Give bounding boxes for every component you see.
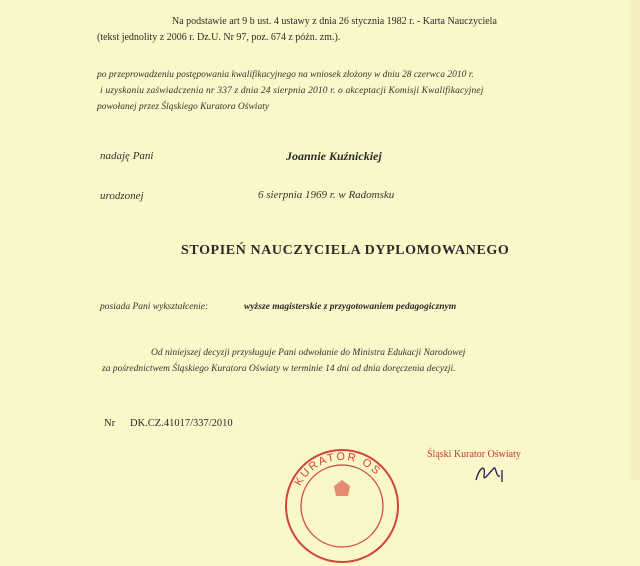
legal-basis-line-2: (tekst jednolity z 2006 r. Dz.U. Nr 97, poz. 674 z późn. zm.). (97, 32, 341, 43)
reference-number: DK.CZ.41017/337/2010 (130, 418, 233, 429)
legal-basis-line-1: Na podstawie art 9 b ust. 4 ustawy z dnia 26 stycznia 1982 r. - Karta Nauczyciela (172, 16, 497, 27)
signature-mark (470, 462, 530, 482)
reference-label: Nr (104, 418, 116, 429)
degree-title: STOPIEŃ NAUCZYCIELA DYPLOMOWANEGO (181, 243, 510, 258)
procedure-line-3: powołanej przez Śląskiego Kuratora Oświaty (97, 102, 270, 112)
appeal-line-1: Od niniejszej decyzji przysługuje Pani odwołanie do Ministra Edukacji Narodowej (151, 348, 466, 358)
seal-text: KURATOR OŚ (292, 450, 384, 488)
birth-value: 6 sierpnia 1969 r. w Radomsku (258, 189, 395, 201)
birth-label: urodzonej (100, 190, 144, 202)
education-value: wyższe magisterskie z przygotowaniem pedagogicznym (244, 302, 457, 312)
svg-text:KURATOR OŚ (292, 451, 384, 488)
official-seal (282, 446, 402, 566)
education-label: posiada Pani wykształcenie: (100, 302, 209, 312)
page-edge (630, 0, 640, 480)
recipient-label: nadaję Pani (100, 150, 154, 162)
appeal-line-2: za pośrednictwem Śląskiego Kuratora Oświaty w terminie 14 dni od dnia doręczenia decyzji. (102, 364, 456, 374)
procedure-line-1: po przeprowadzeniu postępowania kwalifikacyjnego na wniosek złożony w dniu 28 czerwca 2010 r. (97, 70, 474, 80)
procedure-line-2: i uzyskaniu zaświadczenia nr 337 z dnia 24 sierpnia 2010 r. o akceptacji Komisji Kwalifikacyjnej (100, 86, 484, 96)
recipient-name: Joannie Kuźnickiej (286, 149, 382, 163)
signatory-label: Śląski Kurator Oświaty (427, 449, 521, 460)
